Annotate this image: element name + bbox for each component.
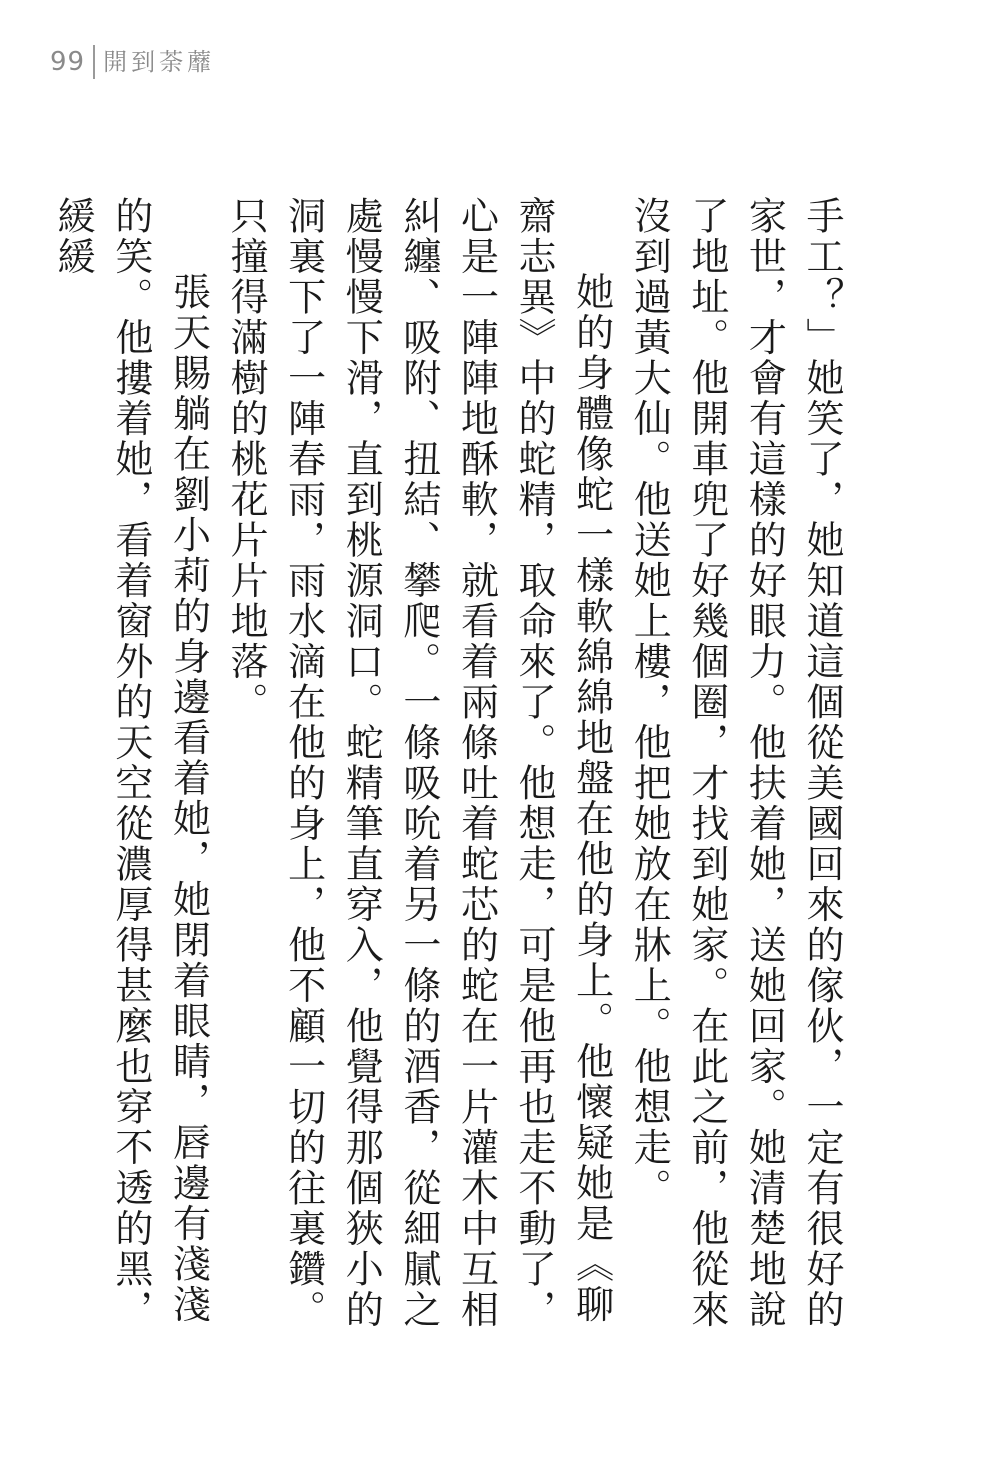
paragraph-3: 張天賜躺在劉小莉的身邊看着她，她閉着眼睛，唇邊有淺淺的笑。他摟着她，看着窗外的天空從濃厚得甚麼也穿不透的黑，緩緩 <box>51 196 211 1330</box>
paragraph-2: 她的身體像蛇一樣軟綿綿地盤在他的身上。他懷疑她是《聊齋志異》中的蛇精，取命來了。他想走，可是他再也走不動了，心是一陣陣地酥軟，就看着兩條吐着蛇芯的蛇在一片灌木中互相糾纏、吸附、扭結、攀爬。一條吸吮着另一條的酒香，從細膩之處慢慢下滑，直到桃源洞口。蛇精筆直穿入，他覺得那個狹小的洞裏下了一陣春雨，雨水滴在他的身上，他不顧一切的往裏鑽。只撞得滿樹的桃花片片地落。 <box>224 196 614 1330</box>
header-divider <box>93 45 95 79</box>
page-number: 99 <box>50 47 86 77</box>
body-text <box>51 196 850 1336</box>
book-title: 開到荼蘼 <box>103 48 216 76</box>
paragraph-1: 手工？」她笑了，她知道這個從美國回來的傢伙，一定有很好的家世，才會有這樣的好眼力。他扶着她，送她回家。她清楚地說了地址。他開車兜了好幾個圈，才找到她家。在此之前，他從來沒到過黃大仙。他送她上樓，他把她放在牀上。他想走。 <box>627 196 844 1330</box>
page-header <box>50 40 215 84</box>
